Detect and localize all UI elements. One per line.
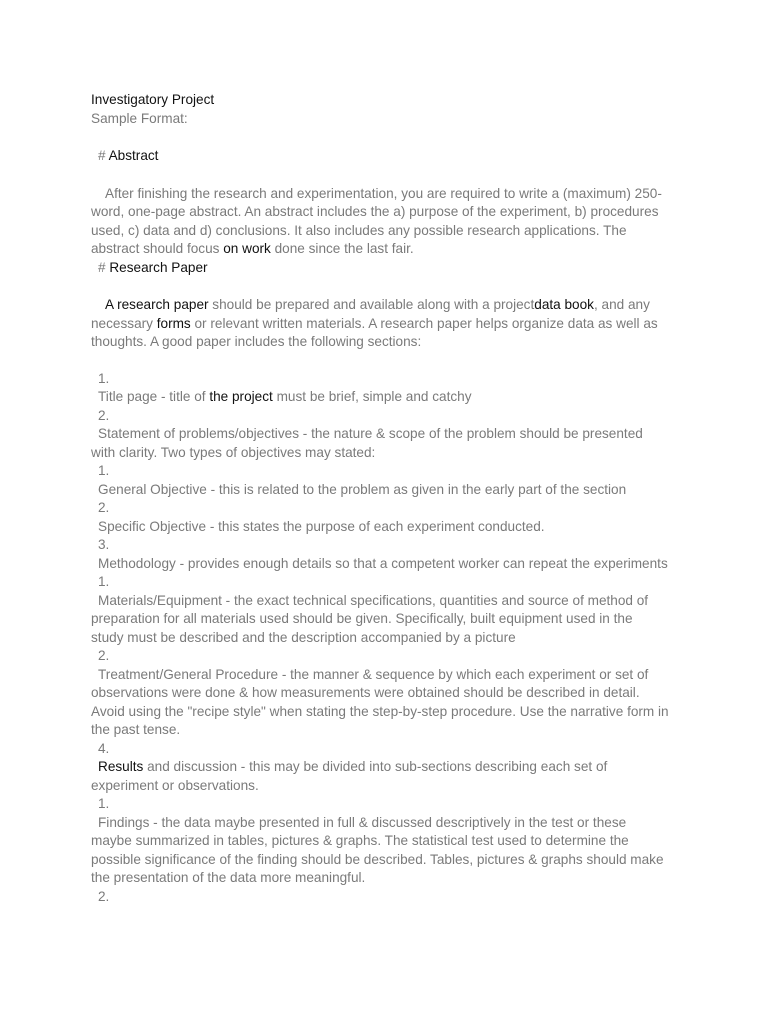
list-number: 1. bbox=[98, 370, 110, 386]
treatment-item-line-2: observations were done & how measurements were obtained should be described in detail. bbox=[91, 685, 640, 700]
general-objective-item: General Objective - this is related to the problem as given in the early part of the section bbox=[98, 481, 627, 497]
specific-objective-item: Specific Objective - this states the purpose of each experiment conducted. bbox=[98, 518, 545, 534]
data-book-link[interactable]: data book bbox=[534, 297, 594, 312]
statement-item-line-2: with clarity. Two types of objectives may stated: bbox=[91, 444, 376, 460]
abstract-heading-text: Abstract bbox=[108, 148, 159, 163]
list-number: 2. bbox=[98, 500, 110, 515]
title-page-item bbox=[91, 388, 691, 407]
materials-item-line-1: Materials/Equipment - the exact technical specifications, quantities and source of method of bbox=[98, 592, 649, 608]
list-number: 1. bbox=[98, 463, 110, 478]
list-number: 3. bbox=[98, 537, 110, 552]
the-project-link[interactable]: the project bbox=[209, 389, 273, 404]
title-page-post: must be brief, simple and catchy bbox=[272, 389, 472, 404]
list-number: 4. bbox=[98, 740, 110, 756]
list-number: 1. bbox=[98, 574, 110, 589]
research-paper-line-2 bbox=[91, 315, 691, 334]
spacer bbox=[91, 166, 691, 185]
methodology-item: Methodology - provides enough details so that a competent worker can repeat the experiments bbox=[98, 555, 668, 571]
findings-item-line-4: the presentation of the data more meaningful. bbox=[91, 870, 366, 885]
abstract-line-4-pre: abstract should focus bbox=[91, 241, 224, 256]
research-paper-line-1 bbox=[91, 296, 691, 315]
abstract-line-4-post: done since the last fair. bbox=[270, 241, 414, 256]
spacer bbox=[91, 277, 691, 296]
treatment-item-line-1: Treatment/General Procedure - the manner & sequence by which each experiment or set of bbox=[98, 666, 649, 682]
abstract-line-1: After finishing the research and experimentation, you are required to write a (maximum) 250- bbox=[105, 185, 662, 201]
results-item-post: and discussion - this may be divided into sub-sections describing each set of bbox=[143, 759, 608, 774]
research-paper-heading-text: Research Paper bbox=[109, 259, 208, 275]
list-number: 2. bbox=[98, 407, 110, 423]
abstract-line-4 bbox=[91, 240, 691, 259]
research-paper-line-1-mid: should be prepared and available along with a project bbox=[208, 297, 535, 312]
research-paper-heading bbox=[91, 259, 691, 278]
results-item-line-2: experiment or observations. bbox=[91, 777, 259, 793]
abstract-line-2: word, one-page abstract. An abstract includes the a) purpose of the experiment, b) procedures bbox=[91, 204, 659, 219]
abstract-heading bbox=[91, 147, 691, 166]
treatment-item-line-3: Avoid using the "recipe style" when stating the step-by-step procedure. Use the narrative form in bbox=[91, 703, 669, 719]
findings-item-line-3: possible significance of the finding should be described. Tables, pictures & graphs should make bbox=[91, 851, 664, 867]
materials-item-line-2: preparation for all materials used should be given. Specifically, built equipment used in the bbox=[91, 611, 633, 626]
research-paper-line-1-post: , and any bbox=[593, 297, 650, 312]
findings-item-line-2: maybe summarized in tables, pictures & graphs. The statistical test used to determine the bbox=[91, 833, 629, 848]
list-number: 2. bbox=[98, 888, 110, 904]
research-paper-link[interactable]: A research paper bbox=[105, 297, 209, 312]
spacer bbox=[91, 352, 691, 370]
spacer bbox=[91, 128, 691, 147]
forms-link[interactable]: forms bbox=[156, 315, 191, 331]
on-work-link[interactable]: on work bbox=[223, 241, 271, 256]
research-paper-line-2-pre: necessary bbox=[91, 315, 157, 331]
results-link[interactable]: Results bbox=[98, 759, 144, 774]
list-number: 2. bbox=[98, 648, 110, 663]
document-title: Investigatory Project bbox=[91, 92, 215, 107]
treatment-item-line-4: the past tense. bbox=[91, 722, 181, 737]
findings-item-line-1: Findings - the data maybe presented in full & discussed descriptively in the test or these bbox=[98, 814, 627, 830]
document-subtitle: Sample Format: bbox=[91, 110, 188, 126]
abstract-line-3: used, c) data and d) conclusions. It also includes any possible research applications. The bbox=[91, 222, 627, 238]
research-paper-line-2-post: or relevant written materials. A research paper helps organize data as well as bbox=[190, 315, 658, 331]
list-number: 1. bbox=[98, 796, 110, 811]
research-paper-heading-hash: # bbox=[98, 259, 106, 275]
document-body bbox=[91, 91, 691, 906]
statement-item-line-1: Statement of problems/objectives - the nature & scope of the problem should be presented bbox=[98, 426, 643, 441]
research-paper-line-3: thoughts. A good paper includes the following sections: bbox=[91, 334, 422, 349]
abstract-heading-hash: # bbox=[98, 148, 106, 163]
title-page-pre: Title page - title of bbox=[98, 389, 210, 404]
results-item-line-1 bbox=[91, 758, 691, 777]
materials-item-line-3: study must be described and the description accompanied by a picture bbox=[91, 629, 516, 645]
